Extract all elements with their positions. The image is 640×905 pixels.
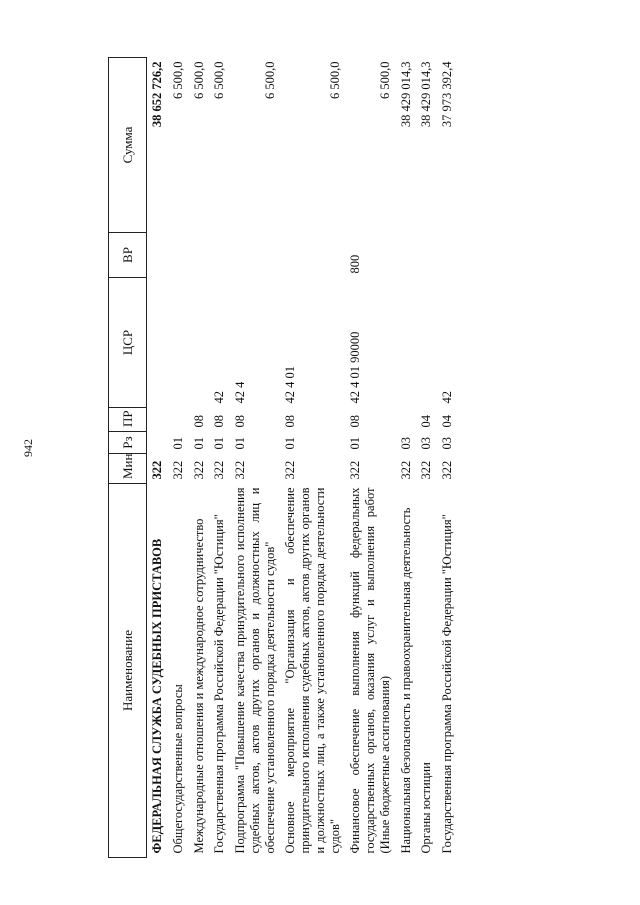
- row-csr: 42 4: [233, 381, 247, 404]
- header-csr: ЦСР: [109, 278, 147, 408]
- row-pr: 08: [348, 415, 363, 428]
- rotated-budget-table: [108, 58, 640, 858]
- row-min: 322: [440, 460, 454, 480]
- table-row: [189, 58, 210, 858]
- row-csr: [189, 278, 210, 408]
- row-rz: 03: [419, 437, 434, 450]
- row-pr: 04: [440, 415, 454, 428]
- row-min: 322: [233, 460, 247, 480]
- row-name: Основное мероприятие "Организация и обеспечение принудительного исполнения судебных актов, актов других органов и должностных лиц, а также установленного порядка деятельности судов": [283, 487, 342, 854]
- row-vr: [280, 233, 345, 278]
- header-min: Мин: [109, 454, 147, 484]
- row-name: Подпрограмма "Повышение качества принудительного исполнения судебных актов, актов других органов и должностных лиц и обеспечение установленного порядка деятельности судов": [233, 487, 277, 854]
- row-rz: 01: [283, 437, 298, 450]
- row-name: Государственная программа Российской Федерации "Юстиция": [440, 514, 454, 854]
- row-csr: [416, 278, 437, 408]
- row-rz: 01: [233, 437, 247, 450]
- row-rz: 01: [170, 437, 185, 450]
- row-vr: [230, 233, 280, 278]
- row-vr: [416, 233, 437, 278]
- row-vr: [437, 233, 458, 278]
- row-pr: 08: [283, 415, 298, 428]
- row-vr: [396, 233, 417, 278]
- row-name: Международные отношения и международное сотрудничество: [191, 518, 206, 854]
- table-row: [168, 58, 189, 858]
- row-name: Органы юстиции: [419, 762, 434, 854]
- row-min: 322: [283, 460, 298, 480]
- row-sum: 37 973 392,4: [440, 61, 454, 128]
- row-sum: 6 500,0: [191, 61, 206, 99]
- row-pr: [147, 408, 168, 432]
- row-vr: [189, 233, 210, 278]
- row-rz: 01: [191, 437, 206, 450]
- row-name: Национальная безопасность и правоохранительная деятельность: [398, 507, 413, 854]
- table-row: [437, 58, 458, 858]
- row-pr: [396, 408, 417, 432]
- row-csr: 42: [440, 391, 454, 404]
- row-csr: [396, 278, 417, 408]
- table-row: [147, 58, 168, 858]
- row-csr: 42 4 01 90000: [348, 331, 363, 404]
- row-sum: 6 500,0: [377, 61, 392, 99]
- header-name: Наименование: [109, 484, 147, 858]
- row-min: 322: [191, 460, 206, 480]
- row-rz: 01: [348, 437, 363, 450]
- table-row: [280, 58, 345, 858]
- row-sum: 6 500,0: [170, 61, 185, 99]
- row-rz: 03: [440, 437, 454, 450]
- row-vr: [168, 233, 189, 278]
- row-pr: 08: [212, 415, 227, 428]
- row-pr: 08: [233, 415, 247, 428]
- row-sum: 38 652 726,2: [150, 61, 164, 128]
- row-pr: 04: [419, 415, 434, 428]
- row-min: 322: [150, 460, 164, 480]
- page-number: 942: [21, 439, 35, 457]
- row-vr: 800: [348, 254, 363, 274]
- row-min: 322: [170, 460, 185, 480]
- row-rz: [147, 432, 168, 454]
- row-name: Общегосударственные вопросы: [170, 684, 185, 854]
- row-vr: [147, 233, 168, 278]
- row-csr: 42: [212, 391, 227, 404]
- row-csr: [168, 278, 189, 408]
- row-min: 322: [419, 460, 434, 480]
- row-sum: 38 429 014,3: [419, 61, 434, 128]
- row-name: Финансовое обеспечение выполнения функций федеральных государственных органов, оказания услуг и выполнения работ (Иные бюджетные ассигнования): [348, 487, 392, 854]
- row-rz: 01: [212, 437, 227, 450]
- row-min: 322: [212, 460, 227, 480]
- header-rz: Рз: [109, 432, 147, 454]
- row-sum: 38 429 014,3: [398, 61, 413, 128]
- row-min: 322: [348, 460, 363, 480]
- row-name: ФЕДЕРАЛЬНАЯ СЛУЖБА СУДЕБНЫХ ПРИСТАВОВ: [150, 538, 164, 854]
- table-row: [345, 58, 395, 858]
- table-row: [396, 58, 417, 858]
- table-header-row: [109, 58, 147, 858]
- row-vr: [209, 233, 230, 278]
- row-csr: 42 4 01: [283, 366, 298, 404]
- table-row: [416, 58, 437, 858]
- row-csr: [147, 278, 168, 408]
- header-vr: ВР: [109, 233, 147, 278]
- row-pr: [168, 408, 189, 432]
- row-sum: 6 500,0: [212, 61, 227, 99]
- budget-table: [108, 57, 458, 858]
- row-min: 322: [398, 460, 413, 480]
- table-row: [209, 58, 230, 858]
- header-pr: ПР: [109, 408, 147, 432]
- row-sum: 6 500,0: [327, 61, 342, 99]
- row-sum: 6 500,0: [262, 61, 277, 99]
- row-name: Государственная программа Российской Федерации "Юстиция": [212, 514, 227, 854]
- row-pr: 08: [191, 415, 206, 428]
- row-rz: 03: [398, 437, 413, 450]
- header-sum: Сумма: [109, 58, 147, 233]
- table-row: [230, 58, 280, 858]
